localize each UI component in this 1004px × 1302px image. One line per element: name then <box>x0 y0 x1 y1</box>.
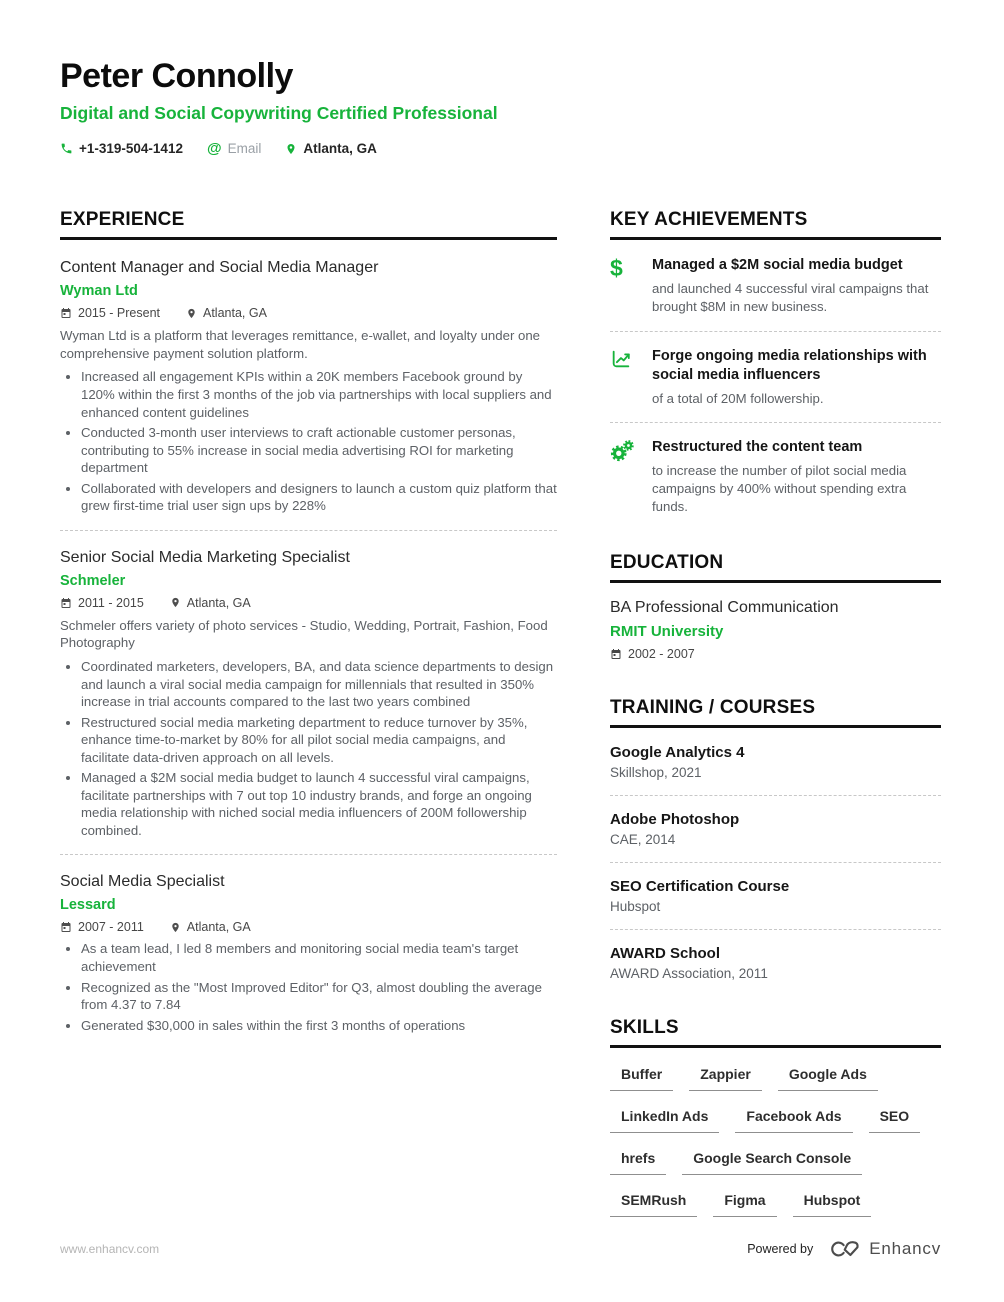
skill-tag: hrefs <box>610 1148 666 1175</box>
gears-icon <box>610 439 634 463</box>
location-pin-icon <box>186 307 197 320</box>
job-location: Atlanta, GA <box>203 306 267 321</box>
phone-number: +1-319-504-1412 <box>79 141 183 157</box>
trending-up-icon <box>610 348 632 370</box>
job-title: Senior Social Media Marketing Specialist <box>60 548 350 566</box>
job-meta-row <box>60 596 557 610</box>
dashed-divider <box>60 854 557 855</box>
achievement-item <box>610 347 941 408</box>
location-pin-icon <box>285 142 297 156</box>
person-name: Peter Connolly <box>60 57 293 95</box>
email-item[interactable] <box>207 140 261 157</box>
job-dates-item <box>60 920 144 934</box>
job-item <box>60 256 557 514</box>
dashed-divider <box>610 331 941 332</box>
right-column <box>610 209 941 1252</box>
section-key-achievements <box>610 209 941 515</box>
left-column <box>60 209 557 1252</box>
bullet-item: • As a team lead, I led 8 members and monitoring social media team's target achievement <box>81 940 557 975</box>
job-dates: 2015 - Present <box>78 306 160 321</box>
job-location: Atlanta, GA <box>186 595 251 610</box>
achievement-item <box>610 256 941 315</box>
company-name: Wyman Ltd <box>60 283 138 300</box>
training-item <box>610 945 941 981</box>
job-dates: 2007 - 2011 <box>78 920 144 935</box>
bullet-item: • Increased all engagement KPIs within a 20K members Facebook ground by 120% within the first 3 months of the job via partnerships with local suppliers and enhanced content guidelines <box>81 368 557 421</box>
training-subtitle: AWARD Association, 2011 <box>610 965 768 981</box>
bullet-item: • Recognized as the "Most Improved Editor" for Q3, almost doubling the average from 4.37 to 7.84 <box>81 979 557 1014</box>
education-heading: EDUCATION <box>610 552 941 583</box>
achievement-item <box>610 438 941 515</box>
phone-icon <box>60 142 73 155</box>
professional-headline: Digital and Social Copywriting Certified Professional <box>60 103 498 124</box>
training-item <box>610 878 941 914</box>
dashed-divider <box>610 929 941 930</box>
dashed-divider <box>610 862 941 863</box>
training-title: AWARD School <box>610 944 721 962</box>
footer <box>60 1238 941 1260</box>
website-link[interactable]: www.enhancv.com <box>60 1242 160 1256</box>
training-subtitle: CAE, 2014 <box>610 831 676 847</box>
job-location-item <box>170 920 251 934</box>
skill-tag: Google Search Console <box>682 1148 862 1175</box>
skill-tag: Facebook Ads <box>735 1106 852 1133</box>
company-name: Schmeler <box>60 572 126 589</box>
powered-by <box>747 1238 941 1260</box>
skills-heading: SKILLS <box>610 1017 941 1048</box>
job-title: Social Media Specialist <box>60 873 225 891</box>
job-item <box>60 546 557 840</box>
job-title: Content Manager and Social Media Manager <box>60 259 379 277</box>
job-bullets <box>60 940 557 1034</box>
achievement-description: and launched 4 successful viral campaigns that brought $8M in new business. <box>652 281 929 315</box>
job-location-item <box>186 306 267 320</box>
dashed-divider <box>610 795 941 796</box>
job-description: Wyman Ltd is a platform that leverages remittance, e-wallet, and loyalty under one comprehensive payment solution platform. <box>60 328 540 361</box>
section-skills <box>610 1017 941 1217</box>
bullet-item: • Managed a $2M social media budget to launch 4 successful viral campaigns, facilitate partnerships with 7 out top 10 industry brands, and forge an ongoing media relationship with niched social media influencers of 200M followership combined. <box>81 769 557 839</box>
skill-tag: SEMRush <box>610 1190 697 1217</box>
calendar-icon <box>60 597 72 609</box>
training-subtitle: Hubspot <box>610 898 661 914</box>
key-achievements-heading: KEY ACHIEVEMENTS <box>610 209 941 240</box>
training-heading: TRAINING / COURSES <box>610 697 941 728</box>
contact-row <box>60 140 941 157</box>
achievement-title: Restructured the content team <box>652 439 863 456</box>
job-meta-row <box>60 920 557 934</box>
enhancv-logo-icon <box>827 1238 861 1260</box>
bullet-item: • Coordinated marketers, developers, BA, and data science departments to design and launch a viral social media campaign for millennials that resulted in 350% increase in trial accounts compared to the last two years combined <box>81 658 557 711</box>
job-item <box>60 870 557 1034</box>
job-location-item <box>170 596 251 610</box>
training-title: Adobe Photoshop <box>610 810 740 828</box>
location-pin-icon <box>170 596 181 609</box>
calendar-icon <box>60 921 72 933</box>
calendar-icon <box>610 648 622 660</box>
enhancv-brand-link[interactable] <box>827 1238 941 1260</box>
bullet-item: • Collaborated with developers and designers to launch a custom quiz platform that grew first-time trial user sign ups by 228% <box>81 480 557 515</box>
location-pin-icon <box>170 921 181 934</box>
training-subtitle: Skillshop, 2021 <box>610 764 702 780</box>
phone-item <box>60 141 183 156</box>
bullet-item: • Restructured social media marketing department to reduce turnover by 35%, enhance time-to-market by 80% for all pilot social media campaigns, and facilitate data-driven approach on all levels. <box>81 714 557 767</box>
dashed-divider <box>610 422 941 423</box>
experience-heading: EXPERIENCE <box>60 209 557 240</box>
training-item <box>610 811 941 847</box>
calendar-icon <box>60 307 72 319</box>
job-bullets <box>60 368 557 514</box>
skill-tag: Zappier <box>689 1064 762 1091</box>
skill-tag: SEO <box>869 1106 921 1133</box>
enhancv-wordmark: Enhancv <box>869 1239 941 1258</box>
bullet-item: • Generated $30,000 in sales within the first 3 months of operations <box>81 1017 557 1035</box>
section-experience <box>60 209 557 1034</box>
job-location: Atlanta, GA <box>186 920 251 935</box>
location-item <box>285 141 377 156</box>
job-dates: 2011 - 2015 <box>78 595 144 610</box>
skill-tag: Figma <box>713 1190 776 1217</box>
job-description: Schmeler offers variety of photo services - Studio, Wedding, Portrait, Fashion, Food Photography <box>60 617 548 651</box>
section-education <box>610 552 941 661</box>
job-bullets <box>60 658 557 839</box>
achievement-description: to increase the number of pilot social media campaigns by 400% without spending extra funds. <box>652 463 907 514</box>
dashed-divider <box>60 530 557 531</box>
job-meta-row <box>60 306 557 320</box>
achievement-title: Forge ongoing media relationships with social media influencers <box>652 347 927 383</box>
job-dates-item <box>60 596 144 610</box>
training-item <box>610 744 941 780</box>
skill-tag: Hubspot <box>793 1190 872 1217</box>
education-dates-item <box>610 647 941 661</box>
school-name: RMIT University <box>610 622 724 640</box>
location-text: Atlanta, GA <box>303 141 377 157</box>
achievement-description: of a total of 20M followership. <box>652 390 824 406</box>
dollar-icon: $ <box>610 255 623 282</box>
skill-tag: Buffer <box>610 1064 673 1091</box>
degree-title: BA Professional Communication <box>610 598 839 616</box>
achievement-title: Managed a $2M social media budget <box>652 257 903 274</box>
bullet-item: • Conducted 3-month user interviews to craft actionable customer personas, contributing to 55% increase in social media advertising ROI for marketing department <box>81 424 557 477</box>
skills-list <box>610 1064 941 1217</box>
at-icon: @ <box>206 140 222 158</box>
skill-tag: LinkedIn Ads <box>610 1106 719 1133</box>
header <box>60 58 941 157</box>
section-training <box>610 697 941 981</box>
job-dates-item <box>60 306 160 320</box>
training-title: SEO Certification Course <box>610 877 790 895</box>
email-link[interactable]: Email <box>227 141 262 157</box>
education-dates: 2002 - 2007 <box>628 646 695 661</box>
company-name: Lessard <box>60 897 116 914</box>
powered-by-label: Powered by <box>747 1242 814 1256</box>
skill-tag: Google Ads <box>778 1064 878 1091</box>
training-title: Google Analytics 4 <box>610 743 745 761</box>
